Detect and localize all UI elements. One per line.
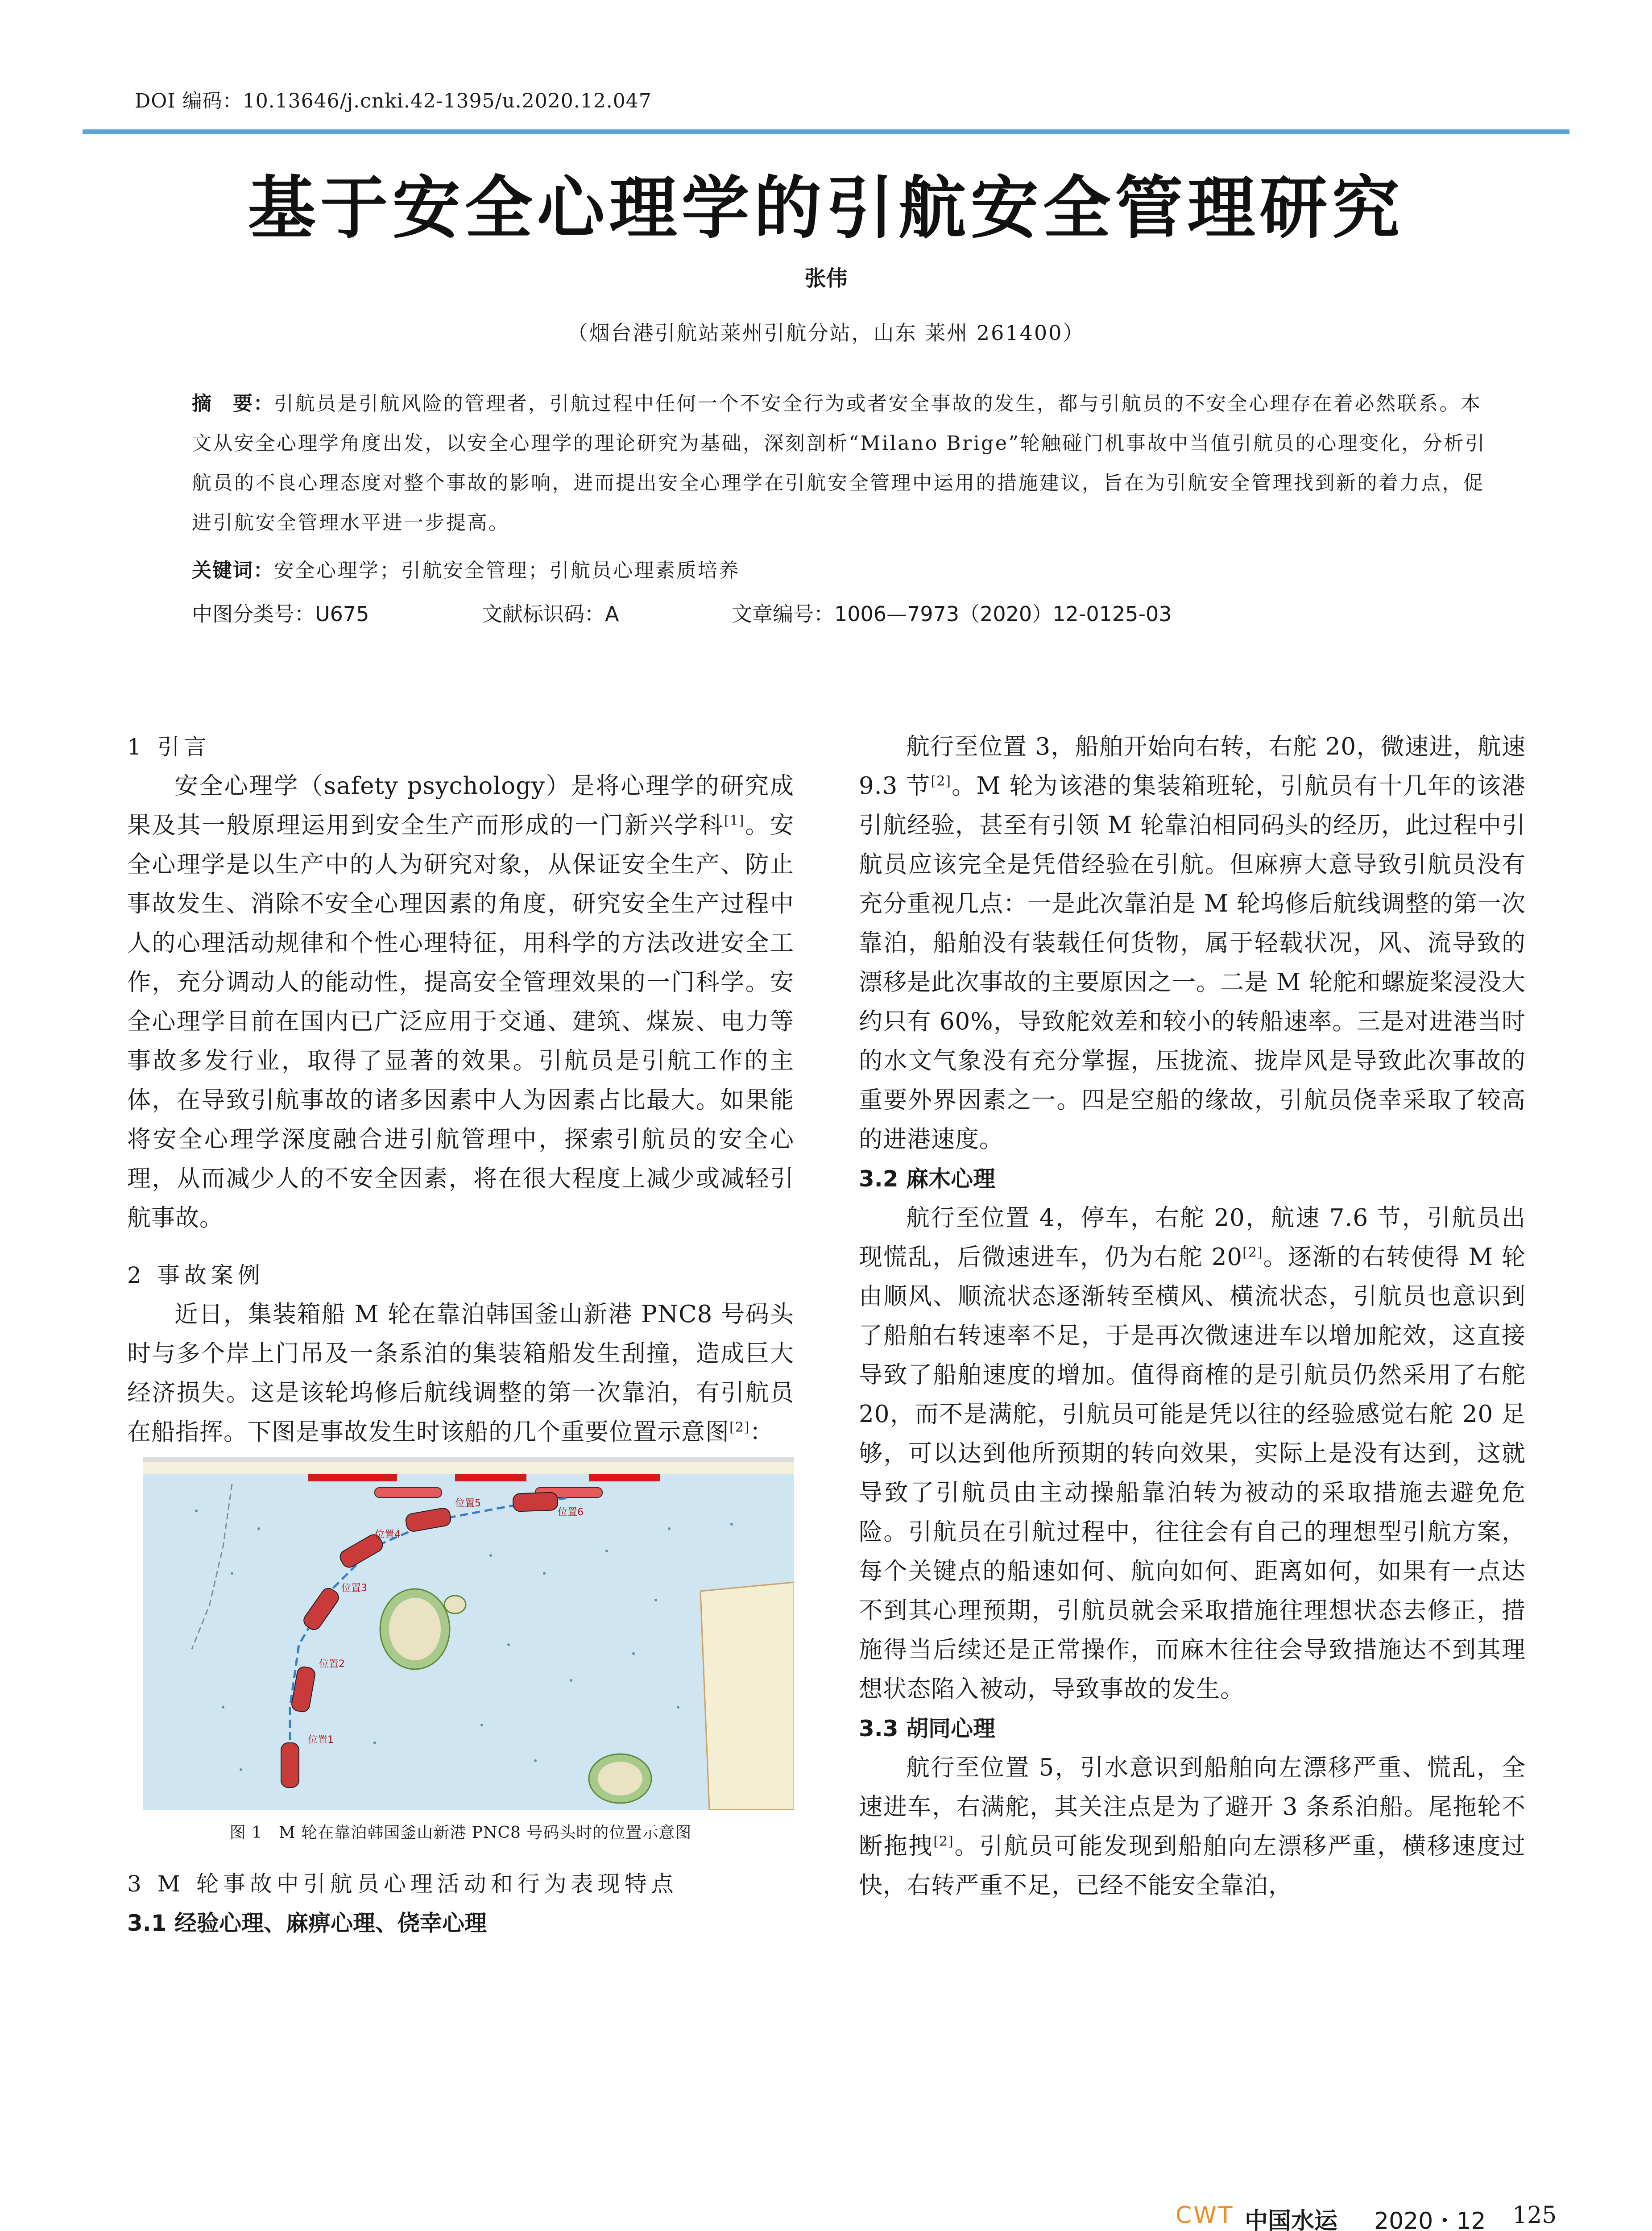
page-number: 125	[1512, 2202, 1557, 2229]
berth-mark	[308, 1474, 397, 1481]
citation: [2]	[729, 1419, 750, 1435]
berthing-chart	[143, 1457, 794, 1810]
figure-1-map	[143, 1457, 794, 1810]
position-label: 位置3	[341, 1583, 367, 1594]
islet	[444, 1596, 466, 1613]
section-heading: 1 引言	[127, 734, 211, 760]
author: 张伟	[804, 266, 848, 291]
journal-name: 中国水运	[1245, 2208, 1338, 2231]
ship-position-6	[513, 1492, 558, 1511]
subsection-heading: 3.2 麻木心理	[859, 1166, 995, 1192]
citation: [1]	[724, 813, 745, 829]
berth-mark	[589, 1474, 660, 1481]
journal-issue: 2020・12	[1374, 2208, 1486, 2231]
paragraph: 航行至位置 5，引水意识到船舶向左漂移严重、慌乱，全速进车，右满舵，其关注点是为了避开 3 条系泊船。尾拖轮不断拖拽[2]。引航员可能发现到船舶向左漂移严重，横移速度过快，右转严重不足，已经不能安全靠泊，	[859, 1754, 1526, 1899]
ship-position-1	[281, 1743, 299, 1787]
position-label: 位置1	[308, 1734, 334, 1746]
section-heading: 3 M 轮事故中引航员心理活动和行为表现特点	[127, 1871, 678, 1897]
paragraph: 安全心理学（safety psychology）是将心理学的研究成果及其一般原理运用到安全生产而形成的一门新兴学科[1]。安全心理学是以生产中的人为研究对象，从保证安全生产、防止事故发生、消除不安全心理因素的角度，研究安全生产过程中人的心理活动规律和个性心理特征，用科学的方法改进安全工作，充分调动人的能动性，提高安全管理效果的一门科学。安全心理学目前在国内已广泛应用于交通、建筑、煤炭、电力等事故多发行业，取得了显著的效果。引航员是引航工作的主体，在导致引航事故的诸多因素中人为因素占比最大。如果能将安全心理学深度融合进引航管理中，探索引航员的安全心理，从而减少人的不安全因素，将在很大程度上减少或减轻引航事故。	[127, 772, 794, 1232]
citation: [2]	[933, 1833, 954, 1849]
paragraph: 航行至位置 4，停车，右舵 20，航速 7.6 节，引航员出现慌乱，后微速进车，仍为右舵 20[2]。逐渐的右转使得 M 轮由顺风、顺流状态逐渐转至横风、横流状态，引航员也意识到了船舶右转速率不足，于是再次微速进车以增加舵效，这直接导致了船舶速度的增加。值得商榷的是引航员仍然采用了右舵 20，而不是满舵，引航员可能是凭以往的经验感觉右舵 20 足够，可以达到他所预期的转向效果，实际上是没有达到，这就导致了引航员由主动操船靠泊转为被动的采取措施去避免危险。引航员在引航过程中，往往会有自己的理想型引航方案，每个关键点的船速如何、航向如何、距离如何，如果有一点达不到其心理预期，引航员就会采取措施往理想状态去修正，措施得当后续还是正常操作，而麻木往往会导致措施达不到其理想状态陷入被动，导致事故的发生。	[859, 1204, 1526, 1703]
moored-ship	[375, 1488, 442, 1497]
classification-line	[192, 598, 1495, 629]
paragraph: 航行至位置 3，船舶开始向右转，右舵 20，微速进，航速 9.3 节[2]。M 轮为该港的集装箱班轮，引航员有十几年的该港引航经验，甚至有引领 M 轮靠泊相同码头的经历，此过程中引航员应该完全是凭借经验在引航。但麻痹大意导致引航员没有充分重视几点：一是此次靠泊是 M 轮坞修后航线调整的第一次靠泊，船舶没有装载任何货物，属于轻载状况，风、流导致的漂移是此次事故的主要原因之一。二是 M 轮舵和螺旋桨浸没大约只有 60%，导致舵效差和较小的转船速率。三是对进港当时的水文气象没有充分掌握，压拢流、拢岸风是导致此次事故的重要外界因素之一。四是空船的缘故，引航员侥幸采取了较高的进港速度。	[859, 733, 1526, 1153]
island-land	[389, 1598, 441, 1660]
sea-area	[143, 1457, 794, 1810]
abstract-label: 摘 要：	[192, 392, 274, 415]
position-label: 位置2	[319, 1659, 345, 1670]
right-column	[859, 727, 1526, 1905]
keywords	[192, 554, 1495, 583]
island-land	[598, 1762, 642, 1796]
citation: [2]	[1242, 1244, 1263, 1261]
subsection-heading: 3.1 经验心理、麻痹心理、侥幸心理	[127, 1910, 487, 1936]
doi-line: DOI 编码：10.13646/j.cnki.42-1395/u.2020.12.047	[135, 90, 652, 112]
subsection-heading: 3.3 胡同心理	[859, 1716, 995, 1742]
keywords-label: 关键词：	[192, 559, 274, 582]
land-right	[700, 1582, 794, 1810]
paper-title: 基于安全心理学的引航安全管理研究	[248, 169, 1404, 248]
abstract-text: 引航员是引航风险的管理者，引航过程中任何一个不安全行为或者安全事故的发生，都与引航员的不安全心理存在着必然联系。本文从安全心理学角度出发，以安全心理学的理论研究为基础，深刻剖析“Milano Brige”轮触碰门机事故中当值引航员的心理变化，分析引航员的不良心理态度对整个事故的影响，进而提出安全心理学在引航安全管理中运用的措施建议，旨在为引航安全管理找到新的着力点，促进引航安全管理水平进一步提高。	[192, 392, 1486, 534]
abstract	[192, 384, 1495, 543]
document-code: 文献标识码：A	[482, 602, 619, 626]
keywords-text: 安全心理学；引航安全管理；引航员心理素质培养	[274, 559, 740, 582]
section-heading: 2 事故案例	[127, 1262, 265, 1288]
article-number: 文章编号：1006—7973（2020）12-0125-03	[732, 602, 1172, 626]
citation: [2]	[931, 773, 951, 789]
affiliation: （烟台港引航站莱州引航分站，山东 莱州 261400）	[567, 321, 1085, 345]
paragraph: 近日，集装箱船 M 轮在靠泊韩国釜山新港 PNC8 号码头时与多个岸上门吊及一条系泊的集装箱船发生刮撞，造成巨大经济损失。这是该轮坞修后航线调整的第一次靠泊，有引航员在船指挥。下图是事故发生时该船的几个重要位置示意图[2]：	[127, 1301, 794, 1446]
berth-mark	[455, 1474, 526, 1481]
header-rule	[83, 129, 1569, 134]
position-label: 位置6	[558, 1507, 584, 1518]
journal-logo-cwt: CWT	[1176, 2202, 1234, 2229]
left-column	[127, 727, 794, 1943]
position-label: 位置4	[375, 1529, 401, 1540]
figure-caption: 图 1 M 轮在靠泊韩国釜山新港 PNC8 号码头时的位置示意图	[229, 1824, 692, 1842]
clc-number: 中图分类号：U675	[192, 602, 369, 626]
position-label: 位置5	[455, 1498, 481, 1509]
